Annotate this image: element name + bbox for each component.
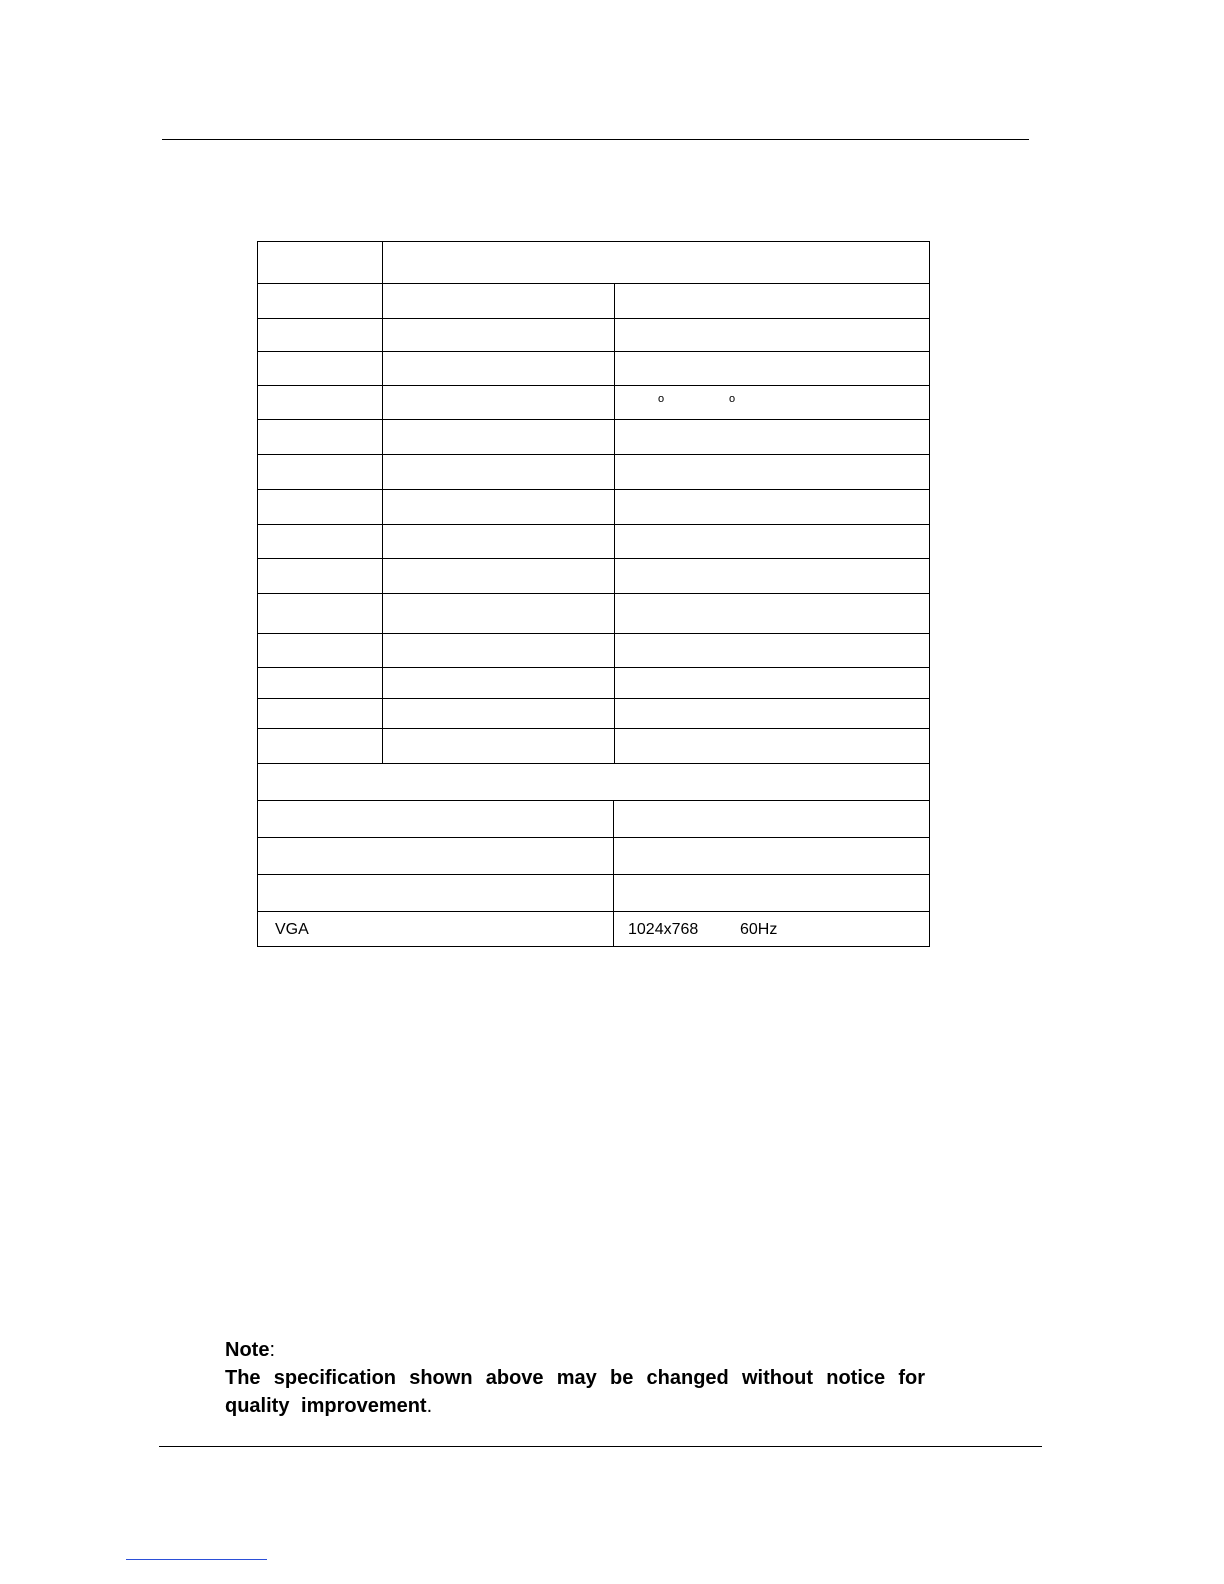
column-line xyxy=(382,241,383,763)
degree-mark: o xyxy=(729,393,736,405)
note-text xyxy=(225,1364,925,1420)
row-line xyxy=(257,633,930,634)
table-frame xyxy=(257,241,930,947)
row-line xyxy=(257,351,930,352)
vga-label: VGA xyxy=(275,921,309,938)
row-line xyxy=(257,837,930,838)
row-line xyxy=(257,283,930,284)
row-line xyxy=(257,728,930,729)
footer-rule xyxy=(159,1446,1042,1447)
row-line xyxy=(257,385,930,386)
row-line xyxy=(257,800,930,801)
row-line xyxy=(257,911,930,912)
column-line xyxy=(613,800,614,947)
row-line xyxy=(257,318,930,319)
row-line xyxy=(257,558,930,559)
note-body: The specification shown above may be changed without notice for quality improvement xyxy=(225,1367,925,1417)
row-line xyxy=(257,454,930,455)
footer-link-underline xyxy=(126,1559,267,1560)
vga-resolution: 1024x768 xyxy=(628,921,699,938)
note-colon: : xyxy=(269,1339,276,1361)
row-line xyxy=(257,419,930,420)
column-line xyxy=(614,283,615,763)
row-line xyxy=(257,524,930,525)
vga-refresh: 60Hz xyxy=(740,921,778,938)
row-line xyxy=(257,698,930,699)
row-line xyxy=(257,763,930,764)
header-rule xyxy=(162,139,1029,140)
row-line xyxy=(257,489,930,490)
row-line xyxy=(257,874,930,875)
note-period: . xyxy=(426,1395,433,1417)
degree-mark: o xyxy=(658,393,665,405)
note-label: Note xyxy=(225,1339,270,1361)
row-line xyxy=(257,667,930,668)
row-line xyxy=(257,593,930,594)
note-block xyxy=(225,1336,925,1420)
